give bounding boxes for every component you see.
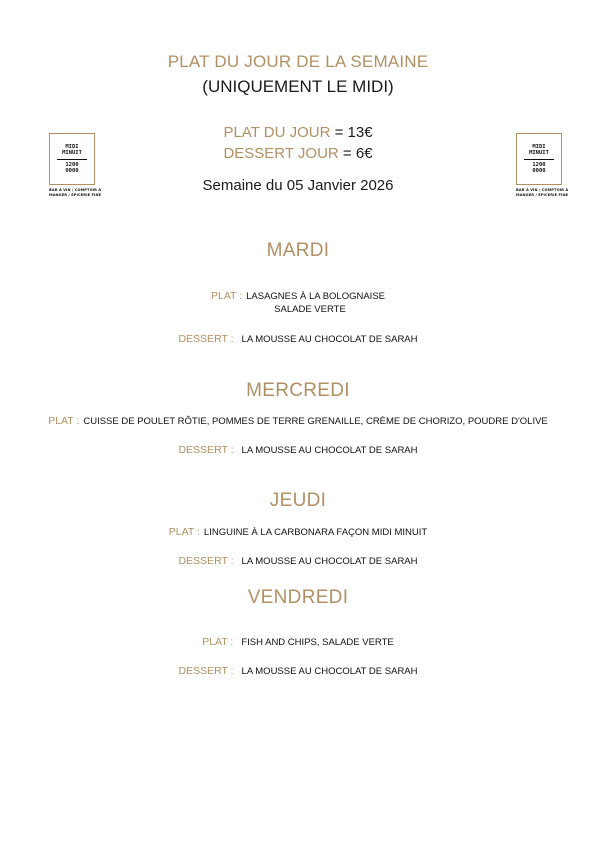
logo-left: [49, 133, 102, 197]
plat-text-2: SALADE VERTE: [274, 304, 346, 315]
dessert-text: LA MOUSSE AU CHOCOLAT DE SARAH: [241, 556, 418, 567]
logo-line2: MINUIT: [529, 150, 549, 156]
logo-tagline: [516, 188, 576, 197]
dessert-line-mercredi: [0, 444, 596, 456]
dessert-text: LA MOUSSE AU CHOCOLAT DE SARAH: [241, 445, 418, 456]
dessert-label: DESSERT :: [178, 444, 234, 456]
logo-line3: 1200: [65, 161, 79, 168]
logo-mark: [516, 133, 562, 185]
plat-line-jeudi: [0, 526, 596, 538]
logo-tag2: MANGER / EPICERIE FINE: [49, 192, 102, 197]
plat-text: FISH AND CHIPS, SALADE VERTE: [241, 637, 394, 648]
logo-line4: 0000: [532, 168, 546, 174]
dessert-line-jeudi: [0, 555, 596, 567]
day-title-vendredi: VENDREDI: [247, 587, 349, 608]
plat-label: PLAT :: [48, 415, 80, 427]
logo-line2: MINUIT: [62, 150, 82, 156]
dessert-text: LA MOUSSE AU CHOCOLAT DE SARAH: [241, 666, 418, 677]
price-plat-label: PLAT DU JOUR: [223, 124, 331, 141]
dessert-label: DESSERT :: [178, 555, 234, 567]
plat-text: LASAGNES À LA BOLOGNAISE: [246, 291, 385, 302]
dessert-line-mardi: [0, 333, 596, 345]
page-title: PLAT DU JOUR DE LA SEMAINE: [167, 52, 429, 71]
price-plat-value: = 13€: [330, 124, 373, 141]
logo-tagline: [49, 188, 109, 197]
dessert-label: DESSERT :: [178, 333, 234, 345]
page-subtitle: (UNIQUEMENT LE MIDI): [202, 77, 394, 96]
plat-line-vendredi: [0, 636, 596, 648]
day-title-jeudi: JEUDI: [269, 490, 327, 511]
logo-line1: MIDI: [532, 143, 546, 150]
day-title-mercredi: MERCREDI: [246, 380, 350, 401]
plat-label: PLAT :: [210, 290, 243, 302]
week-date: Semaine du 05 Janvier 2026: [202, 177, 394, 194]
price-dessert-value: = 6€: [338, 145, 373, 162]
logo-line1: MIDI: [65, 143, 79, 150]
logo-line3: 1200: [532, 161, 546, 168]
plat-line2-mardi: [0, 304, 596, 315]
plat-line-mardi: [0, 290, 596, 302]
plat-text: LINGUINE À LA CARBONARA FAÇON MIDI MINUIT: [203, 527, 428, 538]
plat-label: PLAT :: [202, 636, 234, 648]
logo-mark: [49, 133, 95, 185]
plat-line-mercredi: [0, 415, 596, 427]
day-title-mardi: MARDI: [266, 240, 330, 261]
dessert-line-vendredi: [0, 665, 596, 677]
logo-tag2: MANGER / EPICERIE FINE: [516, 192, 569, 197]
logo-line4: 0000: [65, 168, 79, 174]
dessert-label: DESSERT :: [178, 665, 234, 677]
logo-tag1: BAR À VIN / COMPTOIR À: [49, 188, 102, 192]
logo-right: [516, 133, 569, 197]
logo-rule: [524, 159, 554, 160]
dessert-text: LA MOUSSE AU CHOCOLAT DE SARAH: [241, 334, 418, 345]
price-dessert-label: DESSERT JOUR: [223, 145, 339, 162]
plat-label: PLAT :: [168, 526, 200, 538]
plat-text: CUISSE DE POULET RÔTIE, POMMES DE TERRE GRENAILLE, CRÈME DE CHORIZO, POUDRE D'OLIVE: [83, 416, 548, 427]
logo-rule: [57, 159, 87, 160]
logo-tag1: BAR À VIN / COMPTOIR À: [516, 188, 569, 192]
